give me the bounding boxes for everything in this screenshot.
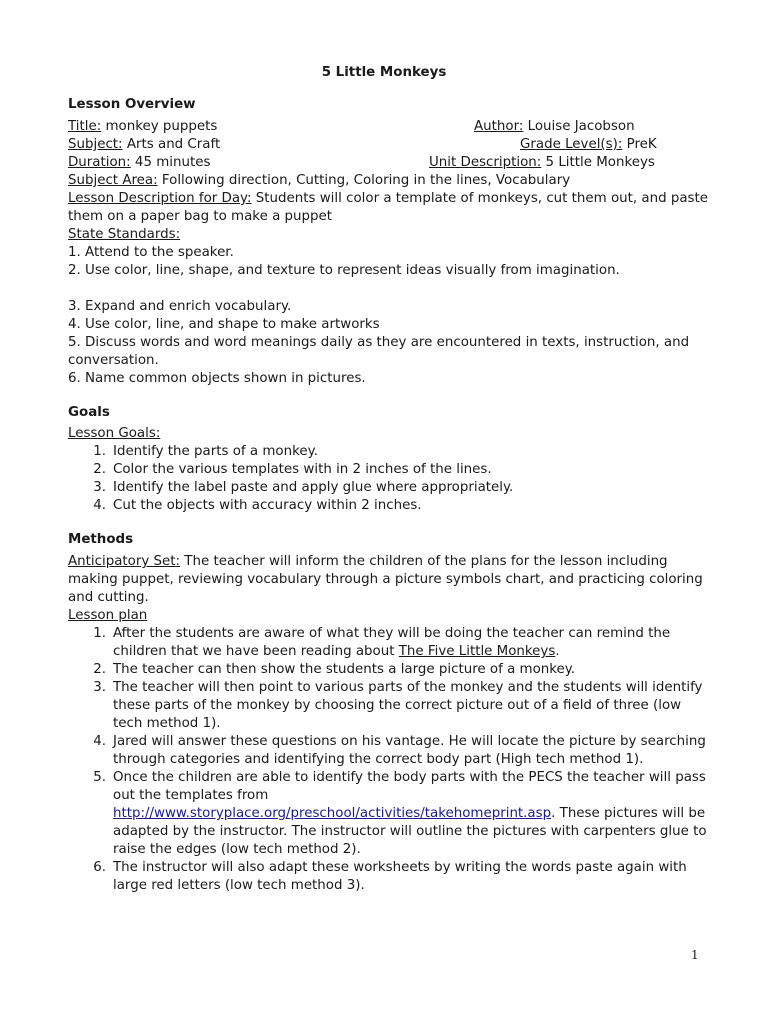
goal-number: 3. (93, 480, 106, 495)
lesson-plan-step (68, 625, 708, 661)
lesson-goals-label: Lesson Goals: (68, 426, 161, 441)
goal-number: 2. (93, 462, 106, 477)
standard-item: 6. Name common objects shown in pictures. (68, 371, 366, 386)
step-text: Jared will answer these questions on his vantage. He will locate the picture by searching through categories and identifying the correct body part (High tech method 1). (113, 734, 706, 767)
step-number: 3. (93, 680, 106, 695)
step-text: The teacher will then point to various parts of the monkey and the students will identify these parts of the monkey by choosing the correct picture out of a field of three (low tech method 1). (113, 680, 703, 731)
duration-label: Duration: (68, 155, 131, 170)
subject-label: Subject: (68, 137, 123, 152)
state-standards-label: State Standards: (68, 227, 181, 242)
standard-item: 1. Attend to the speaker. (68, 245, 234, 260)
step-text: Once the children are able to identify the body parts with the PECS the teacher will pass out the templates from (113, 770, 706, 803)
step-text-end: . (555, 644, 560, 659)
step-number: 1. (93, 626, 106, 641)
step-number: 5. (93, 770, 106, 785)
anticipatory-set (68, 553, 708, 607)
unit-description-field (429, 154, 655, 172)
author-value: Louise Jacobson (523, 119, 635, 134)
step-text-end: . These pictures will be adapted by the instructor. The instructor will outline the pictures with carpenters glue to raise the edges (low tech method 2). (113, 806, 707, 857)
unit-description-value: 5 Little Monkeys (541, 155, 655, 170)
lesson-plan-step (68, 859, 708, 895)
step-text: The instructor will also adapt these worksheets by writing the words paste again with large red letters (low tech method 3). (113, 860, 687, 893)
subject-value: Arts and Craft (122, 137, 221, 152)
goal-item (68, 443, 708, 461)
step-number: 2. (93, 662, 106, 677)
standard-item: 4. Use color, line, and shape to make artworks (68, 317, 380, 332)
lesson-description-label: Lesson Description for Day: (68, 191, 252, 206)
lesson-plan-label: Lesson plan (68, 608, 148, 623)
goal-text: Cut the objects with accuracy within 2 inches. (113, 498, 422, 513)
title-label: Title: (68, 119, 102, 134)
subject-area-field (68, 172, 570, 190)
goal-text: Color the various templates with in 2 inches of the lines. (113, 462, 492, 477)
anticipatory-set-text: The teacher will inform the children of the plans for the lesson including making puppet, reviewing vocabulary through a picture symbols chart, and practicing coloring and cutting. (68, 554, 703, 605)
author-label: Author: (474, 119, 524, 134)
unit-description-label: Unit Description: (429, 155, 542, 170)
methods-heading: Methods (68, 532, 134, 547)
standard-item: 2. Use color, line, shape, and texture to represent ideas visually from imagination. (68, 263, 620, 278)
goal-number: 4. (93, 498, 106, 513)
step-text: The teacher can then show the students a large picture of a monkey. (113, 662, 576, 677)
standard-item: 5. Discuss words and word meanings daily as they are encountered in texts, instruction, and conversation. (68, 335, 690, 368)
step-number: 4. (93, 734, 106, 749)
goal-item (68, 497, 708, 515)
goal-number: 1. (93, 444, 106, 459)
goal-item (68, 479, 708, 497)
grade-field (520, 136, 657, 154)
duration-field (68, 154, 210, 172)
goal-text: Identify the parts of a monkey. (113, 444, 318, 459)
subject-field (68, 136, 220, 154)
lesson-plan-step (68, 679, 708, 733)
subject-area-value: Following direction, Cutting, Coloring in the lines, Vocabulary (157, 173, 571, 188)
lesson-plan-list (68, 625, 708, 895)
step-number: 6. (93, 860, 106, 875)
grade-value: PreK (622, 137, 657, 152)
storyplace-link[interactable]: http://www.storyplace.org/preschool/activities/takehomeprint.asp (113, 806, 552, 821)
lesson-overview-heading: Lesson Overview (68, 97, 196, 112)
goal-text: Identify the label paste and apply glue where appropriately. (113, 480, 514, 495)
lesson-plan-step (68, 661, 708, 679)
title-value: monkey puppets (101, 119, 218, 134)
subject-area-label: Subject Area: (68, 173, 158, 188)
lesson-description-value: Students will color a template of monkeys, cut them out, and paste them on a paper bag to make a puppet (68, 191, 709, 224)
document-title: 5 Little Monkeys (321, 65, 447, 80)
goals-heading: Goals (68, 405, 110, 420)
title-field (68, 118, 217, 136)
goals-list (68, 443, 708, 515)
goal-item (68, 461, 708, 479)
standard-item: 3. Expand and enrich vocabulary. (68, 299, 292, 314)
lesson-description-field (68, 190, 708, 226)
grade-label: Grade Level(s): (520, 137, 623, 152)
anticipatory-set-label: Anticipatory Set: (68, 554, 181, 569)
lesson-plan-step (68, 769, 708, 859)
page-number: 1 (691, 948, 699, 962)
duration-value: 45 minutes (130, 155, 211, 170)
author-field (474, 118, 635, 136)
book-title: The Five Little Monkeys (398, 644, 556, 659)
step-text: After the students are aware of what they will be doing the teacher can remind the children that we have been reading about (113, 626, 671, 659)
lesson-plan-step (68, 733, 708, 769)
